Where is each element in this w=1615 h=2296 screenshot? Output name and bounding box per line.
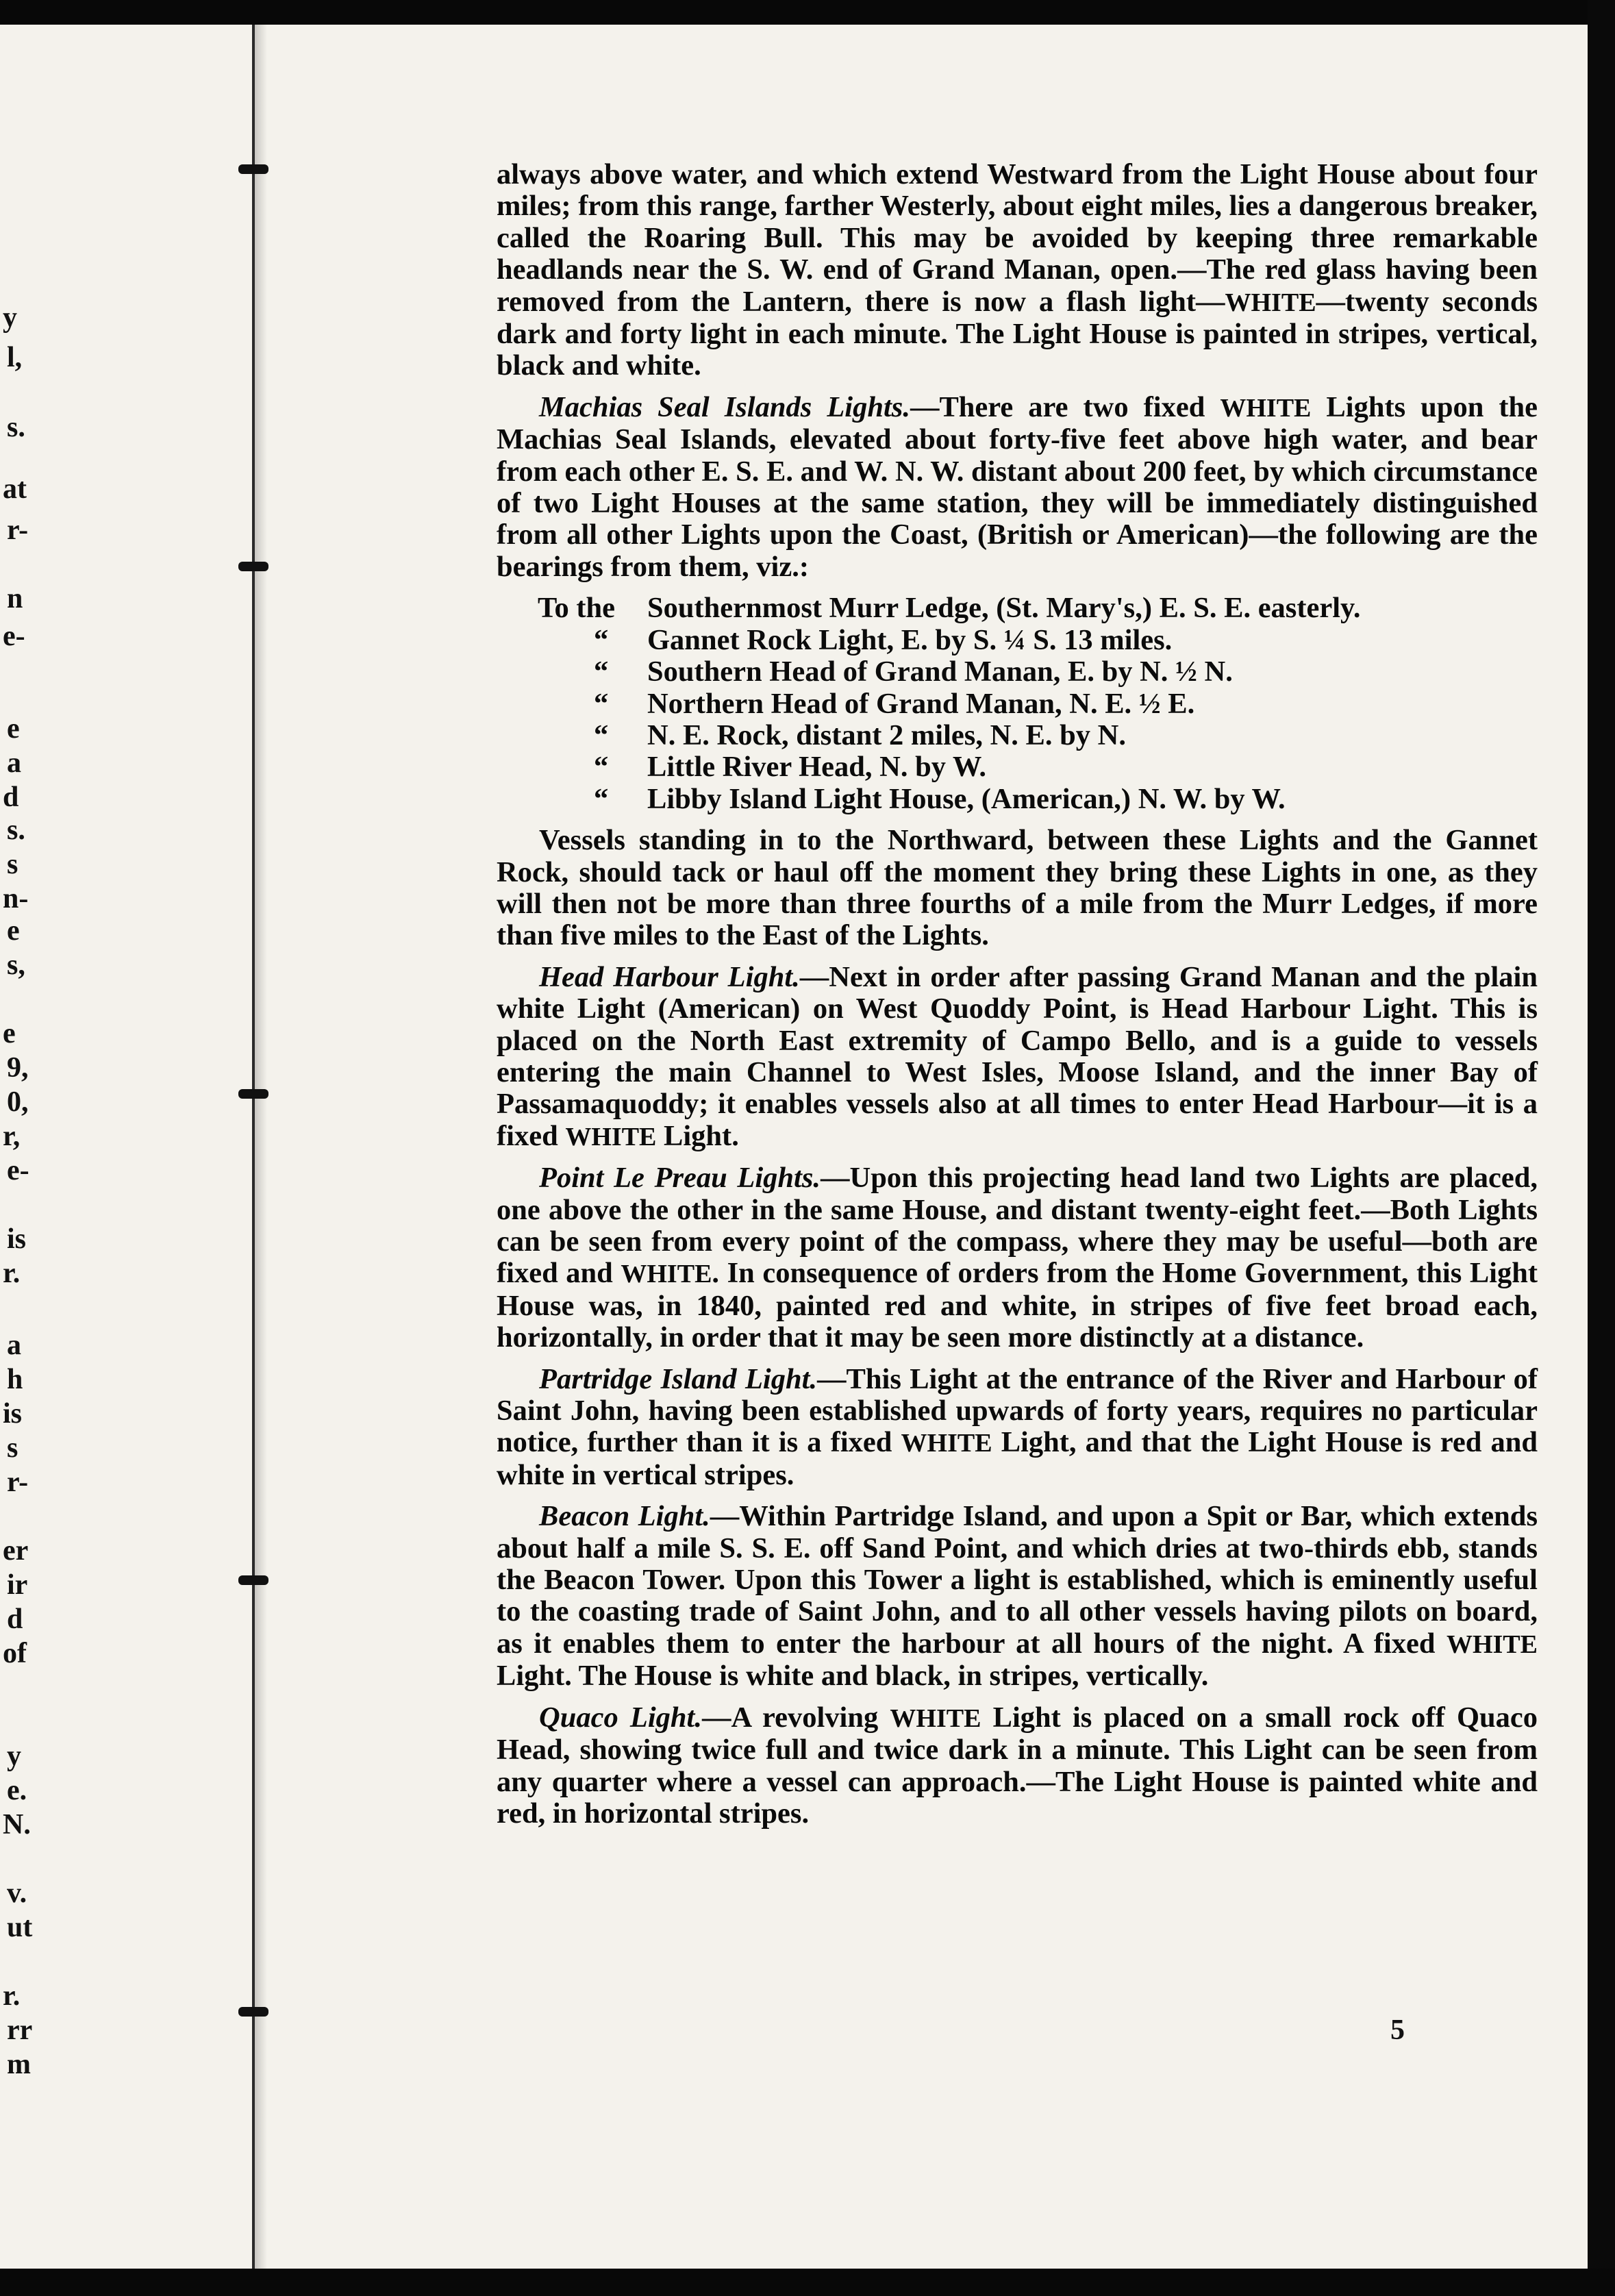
margin-fragment: d <box>7 1604 23 1635</box>
scan-border-bottom <box>0 2269 1615 2296</box>
margin-fragment: e <box>3 1018 16 1049</box>
margin-fragment: e- <box>7 1155 29 1186</box>
bearing-row <box>538 625 1538 656</box>
margin-fragment: r- <box>7 514 29 546</box>
bearing-mark: “ <box>594 687 609 720</box>
bearing-mark: “ <box>594 623 609 656</box>
bearing-text: Southern Head of Grand Manan, E. by N. ½ N. <box>647 656 1233 688</box>
page-number: 5 <box>1390 2014 1405 2046</box>
page-text <box>497 159 1538 1830</box>
small-caps-word: WHITE <box>621 1260 712 1289</box>
bearing-row <box>538 592 1538 624</box>
paragraph-heading: Beacon Light. <box>539 1500 710 1533</box>
margin-fragment: ut <box>7 1912 33 1943</box>
margin-fragment: 0, <box>7 1086 29 1118</box>
gutter-shadow <box>255 25 267 2269</box>
text-run: Light is placed on a small rock off Quaco Head, showing twice full and twice dark in a minute. This Light can be seen from any quarter where a vessel can approach.—The Light House is painted white and red, in horizontal stripes. <box>497 1701 1538 1830</box>
margin-fragment: rr <box>7 2014 33 2046</box>
text-run: —Within Partridge Island, and upon a Spit or Bar, which extends about half a mile S. S. E. off Sand Point, and which dries at two-thirds ebb, stands the Beacon Tower. Upon this Tower a light is established, which is eminently useful to the coasting trade of Saint John, and to all other vessels having pilots on board, as it enables them to enter the harbour at all hours of the night. A fixed <box>497 1500 1538 1660</box>
margin-fragment: ir <box>7 1569 28 1601</box>
paragraph-heading: Partridge Island Light. <box>539 1362 818 1395</box>
bearing-row <box>538 656 1538 688</box>
paragraph <box>497 1702 1538 1830</box>
text-run: —twenty seconds dark and forty light in each minute. The Light House is painted in stripes, vertical, black and white. <box>497 285 1538 382</box>
text-run: —Upon this projecting head land two Lights are placed, one above the other in the same House, and distant twenty-eight feet.—Both Lights can be seen from every point of the compass, where they may be useful—both are fixed and <box>497 1162 1538 1290</box>
margin-fragment: at <box>3 473 27 505</box>
margin-fragment: e <box>7 915 20 947</box>
paragraphs-before <box>497 159 1538 583</box>
paragraph <box>497 825 1538 952</box>
margin-fragment: e <box>7 713 20 745</box>
text-run: always above water, and which extend Westward from the Light House about four miles; from this range, farther Westerly, about eight miles, lies a dangerous breaker, called the Roaring Bull. This may be avoided by keeping three remarkable headlands near the S. W. end of Grand Manan, open.—The red glass having been removed from the Lantern, there is now a flash light— <box>497 158 1538 318</box>
paragraph-body <box>497 824 1538 951</box>
bearing-text: Southernmost Murr Ledge, (St. Mary's,) E. S. E. easterly. <box>647 592 1361 625</box>
bearing-row <box>538 720 1538 751</box>
margin-fragment: v. <box>7 1877 27 1909</box>
text-run: Light. <box>656 1119 739 1152</box>
paragraphs-after <box>497 825 1538 1830</box>
small-caps-word: WHITE <box>1446 1630 1538 1659</box>
bearing-text: Libby Island Light House, (American,) N. W. by W. <box>647 782 1286 815</box>
bearing-mark: “ <box>594 751 609 784</box>
bearing-text: Northern Head of Grand Manan, N. E. ½ E. <box>647 687 1195 720</box>
paragraph-heading: Point Le Preau Lights. <box>539 1162 821 1195</box>
text-run: Light, and that the Light House is red and white in vertical stripes. <box>497 1426 1538 1491</box>
text-run: —Next in order after passing Grand Manan and the plain white Light (American) on West Quoddy Point, is Head Harbour Light. This is placed on the North East extremity of Campo Bello, and is a guide to vessels entering the main Channel to West Isles, Moose Island, and the inner Bay of Passamaquoddy; it enables vessels also at all times to enter Head Harbour—it is a fixed <box>497 960 1538 1152</box>
margin-fragment: 9, <box>7 1052 29 1084</box>
bearing-text: Little River Head, N. by W. <box>647 751 987 784</box>
bearing-text: Gannet Rock Light, E. by S. ¼ S. 13 miles. <box>647 623 1173 656</box>
margin-fragment: d <box>3 782 19 813</box>
margin-fragment: a <box>7 747 21 779</box>
paragraph <box>497 1364 1538 1492</box>
margin-fragment: of <box>3 1638 27 1669</box>
paragraph <box>497 962 1538 1153</box>
margin-fragment: n <box>7 583 23 614</box>
margin-fragment: e- <box>3 621 25 652</box>
scan-border-right <box>1588 0 1615 2296</box>
paragraph-heading: Head Harbour Light. <box>539 960 800 993</box>
paragraph <box>497 1162 1538 1353</box>
margin-fragment: is <box>7 1223 27 1255</box>
margin-fragment: r. <box>3 1258 21 1289</box>
margin-fragment: s. <box>7 814 25 846</box>
bearings-list <box>538 592 1538 815</box>
bearing-text: N. E. Rock, distant 2 miles, N. E. by N. <box>647 719 1126 751</box>
margin-fragment: s <box>7 849 18 880</box>
paragraph-body <box>497 158 1538 382</box>
margin-fragment: y <box>7 1740 21 1772</box>
small-caps-word: WHITE <box>890 1704 981 1733</box>
bearing-row <box>538 688 1538 720</box>
bearing-row <box>538 784 1538 815</box>
margin-fragment: is <box>3 1398 23 1430</box>
facing-page-margin <box>0 0 253 2269</box>
margin-fragment: r. <box>3 1980 21 2012</box>
margin-fragment: s <box>7 1432 18 1464</box>
paragraph <box>497 392 1538 583</box>
paragraph-heading: Machias Seal Islands Lights. <box>539 390 910 423</box>
margin-fragment: l, <box>7 342 23 373</box>
text-run: —A revolving <box>701 1701 890 1734</box>
bearing-mark: “ <box>594 719 609 751</box>
margin-fragment: m <box>7 2049 31 2080</box>
paragraph <box>497 159 1538 382</box>
text-run: . In consequence of orders from the Home Government, this Light House was, in 1840, painted red and white, in stripes of five feet broad each, horizontally, in order that it may be seen more distinctly at a distance. <box>497 1257 1538 1354</box>
margin-fragment: r, <box>3 1121 21 1152</box>
small-caps-word: WHITE <box>901 1429 992 1458</box>
small-caps-word: WHITE <box>1225 288 1316 317</box>
text-run: Light. The House is white and black, in stripes, vertically. <box>497 1660 1209 1693</box>
paragraph <box>497 1501 1538 1692</box>
bearing-mark: To the <box>538 592 615 625</box>
margin-fragment: h <box>7 1364 23 1395</box>
margin-fragment: r- <box>7 1467 29 1498</box>
small-caps-word: WHITE <box>565 1122 657 1151</box>
paragraph-heading: Quaco Light. <box>539 1701 702 1734</box>
bearing-mark: “ <box>594 782 609 815</box>
margin-fragment: N. <box>3 1809 31 1840</box>
text-run: —There are two fixed <box>910 390 1220 423</box>
bearing-mark: “ <box>594 656 609 688</box>
small-caps-word: WHITE <box>1220 393 1312 423</box>
margin-fragment: s. <box>7 412 25 443</box>
text-run: Lights upon the Machias Seal Islands, elevated about forty-five feet above high water, and bear from each other E. S. E. and W. N. W. distant about 200 feet, by which circumstance of two Light Houses at the same station, they will be immediately distinguished from all other Lights upon the Coast, (British or American)—the following are the bearings from them, viz.: <box>497 390 1538 583</box>
margin-fragment: a <box>7 1330 21 1361</box>
margin-fragment: er <box>3 1535 29 1567</box>
margin-fragment: s, <box>7 949 25 981</box>
text-run: —This Light at the entrance of the River and Harbour of Saint John, having been established upwards of forty years, requires no particular notice, further than it is a fixed <box>497 1362 1538 1459</box>
margin-fragment: y <box>3 302 17 334</box>
bearing-row <box>538 751 1538 783</box>
margin-fragment: n- <box>3 883 29 914</box>
margin-fragment: e. <box>7 1775 27 1806</box>
text-run: Vessels standing in to the Northward, between these Lights and the Gannet Rock, should tack or haul off the moment they bring these Lights in one, as they will then not be more than three fourths of a mile from the Murr Ledges, if more than five miles to the East of the Lights. <box>497 824 1538 952</box>
